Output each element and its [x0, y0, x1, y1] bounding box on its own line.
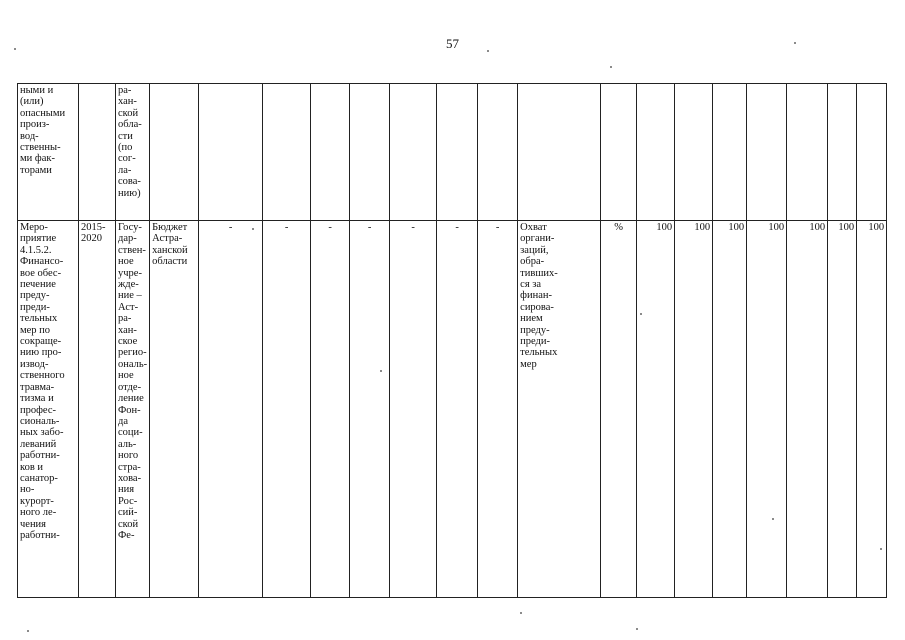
unit-cell: % — [601, 221, 637, 598]
period-cell: 2015- 2020 — [79, 221, 116, 598]
unit-cell — [601, 84, 637, 221]
scan-speck — [772, 518, 774, 520]
activity-cell: ными и (или) опасными произ- вод- ственны- ми фак- торами — [18, 84, 79, 221]
funding-cell: - — [199, 221, 263, 598]
period-cell — [79, 84, 116, 221]
scan-speck — [640, 313, 642, 315]
value-cell — [747, 84, 787, 221]
funding-cell — [263, 84, 311, 221]
value-cell — [787, 84, 828, 221]
scan-speck — [380, 370, 382, 372]
source-cell — [150, 84, 199, 221]
value-cell — [637, 84, 675, 221]
scan-speck — [487, 50, 489, 52]
value-cell: 100 — [675, 221, 713, 598]
scan-speck — [880, 548, 882, 550]
value-cell: 100 — [857, 221, 887, 598]
value-cell: 100 — [637, 221, 675, 598]
scan-speck — [14, 48, 16, 50]
funding-cell — [199, 84, 263, 221]
funding-cell: - — [311, 221, 350, 598]
page-number: 57 — [446, 36, 459, 51]
funding-cell: - — [390, 221, 437, 598]
value-cell — [828, 84, 857, 221]
indicator-cell: Охват органи- заций, обра- тивших- ся за финан- сирова- нием преду- преди- тельных мер — [518, 221, 601, 598]
value-cell: 100 — [828, 221, 857, 598]
table-row — [18, 221, 887, 598]
funding-cell: - — [263, 221, 311, 598]
funding-cell — [350, 84, 390, 221]
scan-speck — [636, 628, 638, 630]
scan-speck — [610, 66, 612, 68]
scan-speck — [27, 630, 29, 632]
scan-speck — [520, 612, 522, 614]
executor-cell: Госу- дар- ствен- ное учре- жде- ние – Аст- ра- хан- ское регио- ональ- ное отде- ление Фон- да соци- аль- ного стра- хова- ния Рос- сий- ской Фе- — [116, 221, 150, 598]
value-cell: 100 — [713, 221, 747, 598]
table-row — [18, 84, 887, 221]
executor-cell: ра- хан- ской обла- сти (по сог- ла- сова- нию) — [116, 84, 150, 221]
funding-cell — [437, 84, 478, 221]
source-cell: Бюджет Астра- ханской области — [150, 221, 199, 598]
funding-cell: - — [437, 221, 478, 598]
funding-cell: - — [478, 221, 518, 598]
funding-cell — [478, 84, 518, 221]
measures-table — [17, 83, 887, 598]
funding-cell — [390, 84, 437, 221]
value-cell: 100 — [747, 221, 787, 598]
value-cell: 100 — [787, 221, 828, 598]
activity-cell: Меро- приятие 4.1.5.2. Финансо- вое обес- печение преду- преди- тельных мер по сокраще- нию про- извод- ственного травма- тизма и профес- сиональ- ных забо- леваний работни- ков и санатор- но- курорт- ного ле- чения работни- — [18, 221, 79, 598]
scan-speck — [252, 228, 254, 230]
scan-speck — [794, 42, 796, 44]
value-cell — [713, 84, 747, 221]
value-cell — [675, 84, 713, 221]
indicator-cell — [518, 84, 601, 221]
funding-cell — [311, 84, 350, 221]
funding-cell: - — [350, 221, 390, 598]
value-cell — [857, 84, 887, 221]
